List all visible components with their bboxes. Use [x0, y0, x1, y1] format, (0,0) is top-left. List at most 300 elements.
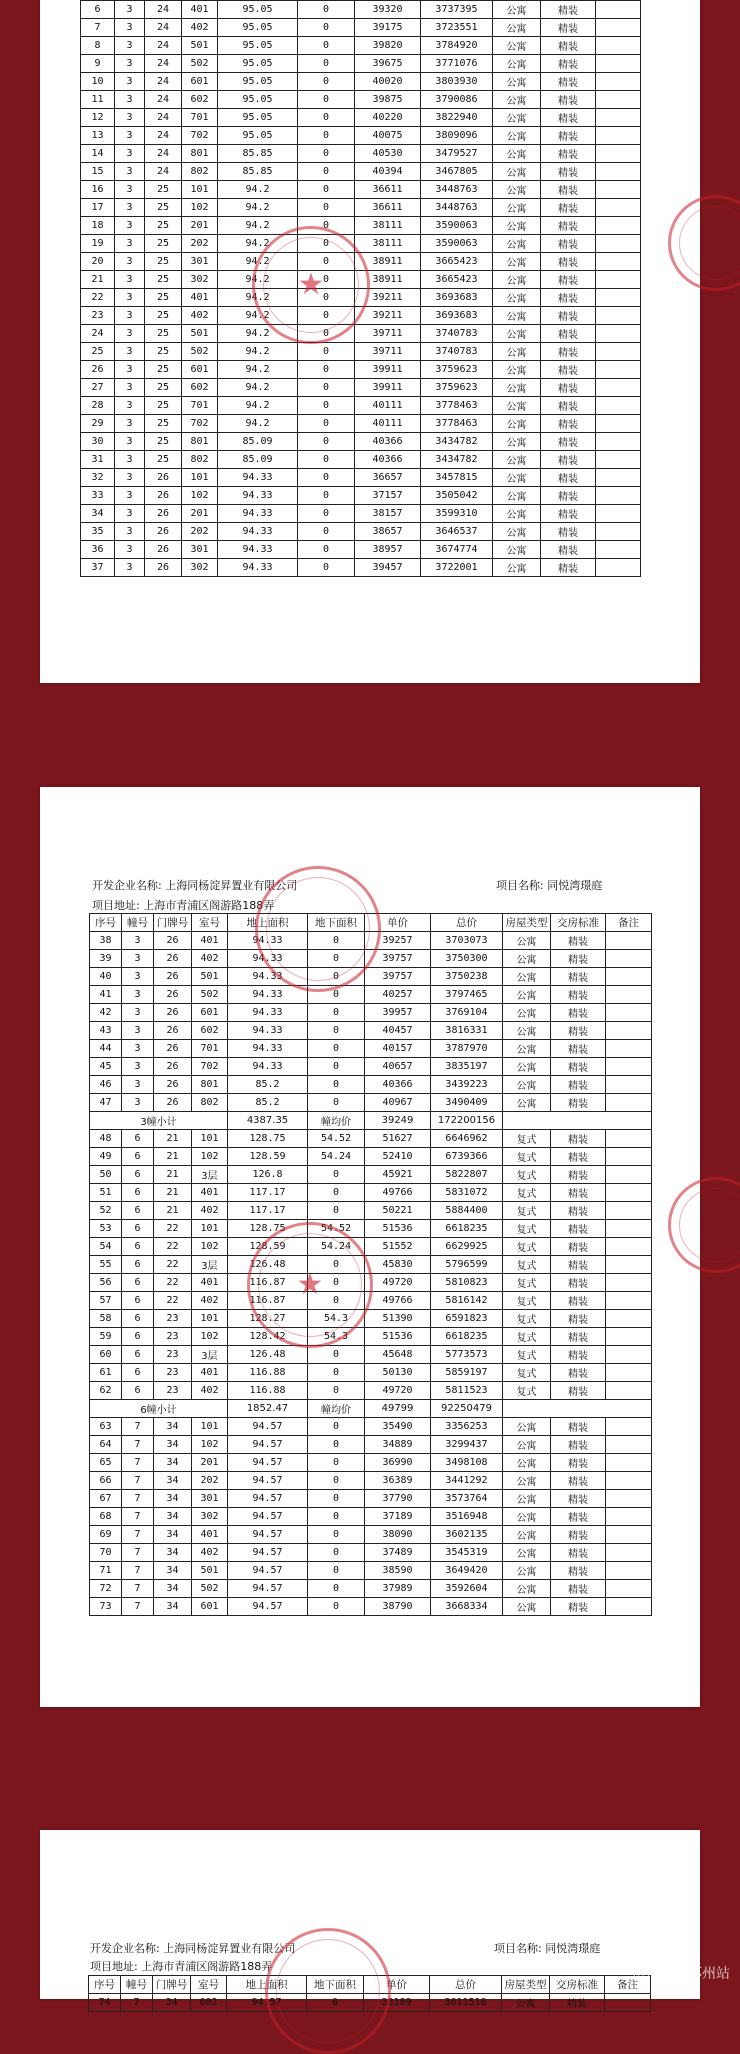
table-cell: 24: [145, 37, 182, 55]
table-cell: 3434782: [421, 433, 493, 451]
column-header: 门牌号: [154, 914, 192, 932]
table-cell: 0: [308, 1562, 365, 1580]
table-cell: 22: [154, 1220, 192, 1238]
table-cell: 51627: [365, 1130, 431, 1148]
table-cell: 24: [145, 127, 182, 145]
table-cell: 公寓: [493, 289, 541, 307]
table-cell: 94.33: [218, 559, 298, 577]
table-cell: 精装: [551, 1508, 606, 1526]
table-row: [90, 1562, 652, 1580]
table-cell: 公寓: [493, 415, 541, 433]
table-cell: 精装: [541, 127, 596, 145]
table-cell: 复式: [503, 1346, 551, 1364]
table-cell: 201: [192, 1454, 228, 1472]
table-cell: 精装: [551, 1130, 606, 1148]
table-cell: 94.33: [228, 1040, 308, 1058]
table-cell: 38957: [355, 541, 421, 559]
table-cell: 3448763: [421, 199, 493, 217]
table-cell: 69: [90, 1526, 122, 1544]
table-cell: [596, 505, 641, 523]
table-cell: 精装: [541, 541, 596, 559]
table-cell: 21: [81, 271, 115, 289]
table-cell: 501: [192, 968, 228, 986]
table-cell: 94.33: [218, 505, 298, 523]
table-cell: [596, 37, 641, 55]
table-cell: 14: [81, 145, 115, 163]
table-cell: 3: [115, 109, 145, 127]
table-cell: 24: [145, 19, 182, 37]
price-table-page-2: [89, 913, 652, 1616]
table-cell: 公寓: [503, 1526, 551, 1544]
table-cell: 51: [90, 1184, 122, 1202]
table-cell: 128.27: [228, 1310, 308, 1328]
table-cell: 5796599: [431, 1256, 503, 1274]
table-cell: 公寓: [493, 127, 541, 145]
table-cell: 94.33: [228, 986, 308, 1004]
table-cell: 39875: [355, 91, 421, 109]
table-cell: 3: [122, 1094, 154, 1112]
table-cell: [606, 1580, 652, 1598]
table-cell: 精装: [541, 91, 596, 109]
table-cell: 95.05: [218, 73, 298, 91]
table-cell: 3573764: [431, 1490, 503, 1508]
table-cell: 3299437: [431, 1436, 503, 1454]
document-page-2: [40, 787, 700, 1707]
table-cell: 6: [122, 1238, 154, 1256]
table-cell: 7: [122, 1544, 154, 1562]
table-cell: 精装: [541, 325, 596, 343]
table-cell: 0: [298, 343, 355, 361]
table-cell: 公寓: [493, 397, 541, 415]
table-cell: 602: [191, 1994, 227, 2012]
company-seal: ★: [247, 1222, 373, 1348]
table-row: [90, 1166, 652, 1184]
table-cell: 公寓: [493, 73, 541, 91]
table-cell: 3516948: [431, 1508, 503, 1526]
table-cell: 85.2: [228, 1094, 308, 1112]
table-cell: 3787970: [431, 1040, 503, 1058]
table-cell: 63: [90, 1418, 122, 1436]
table-cell: 3797465: [431, 986, 503, 1004]
table-cell: 3: [115, 541, 145, 559]
table-cell: [596, 73, 641, 91]
table-cell: [596, 559, 641, 577]
table-cell: 3467805: [421, 163, 493, 181]
table-cell: 公寓: [493, 343, 541, 361]
table-cell: 7: [122, 1580, 154, 1598]
table-cell: 精装: [551, 950, 606, 968]
table-cell: [596, 55, 641, 73]
table-cell: 6: [122, 1346, 154, 1364]
table-cell: 25: [145, 217, 182, 235]
table-cell: 85.2: [228, 1076, 308, 1094]
table-cell: 94.33: [228, 1058, 308, 1076]
table-cell: 38590: [365, 1562, 431, 1580]
table-row: [90, 1220, 652, 1238]
table-cell: 公寓: [493, 541, 541, 559]
table-cell: 公寓: [493, 361, 541, 379]
table-cell: 302: [192, 1508, 228, 1526]
table-cell: 94.57: [228, 1454, 308, 1472]
table-cell: 复式: [503, 1184, 551, 1202]
table-cell: 21: [154, 1130, 192, 1148]
table-cell: 117.17: [228, 1202, 308, 1220]
table-cell: 40111: [355, 415, 421, 433]
table-cell: 36389: [365, 1472, 431, 1490]
table-cell: 40366: [365, 1076, 431, 1094]
table-cell: 精装: [541, 415, 596, 433]
table-cell: 94.2: [218, 325, 298, 343]
table-cell: 402: [182, 19, 218, 37]
table-row: [90, 1418, 652, 1436]
table-cell: 42: [90, 1004, 122, 1022]
table-cell: 3: [115, 217, 145, 235]
table-cell: 3693683: [421, 289, 493, 307]
table-cell: 22: [154, 1274, 192, 1292]
table-cell: 51552: [365, 1238, 431, 1256]
table-cell: 101: [182, 469, 218, 487]
table-cell: 44: [90, 1040, 122, 1058]
table-cell: 40220: [355, 109, 421, 127]
table-cell: 3: [122, 1004, 154, 1022]
table-cell: 3: [115, 37, 145, 55]
table-row: [81, 541, 641, 559]
table-cell: 23: [81, 307, 115, 325]
table-cell: 3: [115, 379, 145, 397]
table-cell: 94.33: [218, 487, 298, 505]
table-row: [90, 1202, 652, 1220]
table-cell: 3602135: [431, 1526, 503, 1544]
column-header: 室号: [192, 914, 228, 932]
table-cell: 公寓: [493, 325, 541, 343]
table-cell: [596, 469, 641, 487]
table-cell: 94.33: [218, 541, 298, 559]
table-cell: 26: [154, 1004, 192, 1022]
table-cell: 49720: [365, 1274, 431, 1292]
table-cell: 40257: [365, 986, 431, 1004]
table-row: [90, 1436, 652, 1454]
table-cell: 0: [298, 397, 355, 415]
project-address: 项目地址: 上海市青浦区阁游路188弄: [90, 1960, 273, 1973]
table-cell: 94.57: [228, 1598, 308, 1616]
table-cell: 94.2: [218, 379, 298, 397]
table-cell: 公寓: [503, 932, 551, 950]
table-cell: 94.2: [218, 397, 298, 415]
table-cell: 45648: [365, 1346, 431, 1364]
table-cell: 7: [122, 1526, 154, 1544]
table-cell: 精装: [541, 289, 596, 307]
table-cell: 3: [115, 559, 145, 577]
table-cell: 公寓: [493, 451, 541, 469]
table-cell: 3693683: [421, 307, 493, 325]
table-cell: 25: [145, 433, 182, 451]
table-cell: [606, 1184, 652, 1202]
subtotal-cell: [503, 1112, 652, 1130]
table-cell: 26: [154, 986, 192, 1004]
table-cell: 精装: [541, 469, 596, 487]
subtotal-cell: 92250479: [431, 1400, 503, 1418]
table-cell: 7: [122, 1418, 154, 1436]
column-header: 房屋类型: [503, 914, 551, 932]
company-seal-partial: [265, 1928, 391, 2054]
table-cell: 精装: [551, 1094, 606, 1112]
table-cell: 13: [81, 127, 115, 145]
table-cell: 94.33: [228, 968, 308, 986]
table-cell: 6: [122, 1202, 154, 1220]
table-cell: 精装: [551, 1238, 606, 1256]
table-cell: 3: [115, 19, 145, 37]
table-cell: 3层: [192, 1346, 228, 1364]
table-cell: 22: [154, 1238, 192, 1256]
table-cell: 3759623: [421, 379, 493, 397]
table-cell: 10: [81, 73, 115, 91]
table-cell: 精装: [541, 397, 596, 415]
table-cell: 101: [192, 1220, 228, 1238]
table-cell: 38157: [355, 505, 421, 523]
table-cell: 64: [90, 1436, 122, 1454]
subtotal-cell: 39249: [365, 1112, 431, 1130]
table-cell: 3490409: [431, 1094, 503, 1112]
subtotal-row: [90, 1400, 652, 1418]
table-cell: 精装: [541, 361, 596, 379]
table-row: [81, 451, 641, 469]
table-cell: 38657: [355, 523, 421, 541]
table-cell: 公寓: [493, 253, 541, 271]
table-cell: 0: [298, 379, 355, 397]
table-cell: 7: [122, 1454, 154, 1472]
table-cell: 73: [90, 1598, 122, 1616]
table-cell: 精装: [541, 451, 596, 469]
table-cell: 公寓: [503, 1580, 551, 1598]
table-cell: 0: [298, 469, 355, 487]
table-cell: 24: [145, 55, 182, 73]
table-row: [81, 127, 641, 145]
table-cell: 601: [182, 361, 218, 379]
table-cell: 3759623: [421, 361, 493, 379]
table-cell: 26: [154, 950, 192, 968]
table-cell: 128.42: [228, 1328, 308, 1346]
table-cell: 50130: [365, 1364, 431, 1382]
table-cell: 23: [154, 1328, 192, 1346]
table-cell: 702: [182, 415, 218, 433]
table-cell: [606, 1292, 652, 1310]
table-cell: [606, 1022, 652, 1040]
table-row: [81, 37, 641, 55]
table-cell: 0: [298, 91, 355, 109]
table-cell: 39257: [365, 932, 431, 950]
table-cell: 3448763: [421, 181, 493, 199]
table-row: [81, 91, 641, 109]
table-row: [81, 235, 641, 253]
table-row: [90, 1328, 652, 1346]
table-cell: 202: [182, 523, 218, 541]
table-cell: 精装: [541, 307, 596, 325]
table-cell: 25: [145, 199, 182, 217]
table-cell: 复式: [503, 1256, 551, 1274]
table-cell: 22: [154, 1256, 192, 1274]
table-cell: 24: [145, 145, 182, 163]
table-cell: 401: [192, 1526, 228, 1544]
table-cell: 94.2: [218, 415, 298, 433]
table-cell: 3498108: [431, 1454, 503, 1472]
table-cell: 116.88: [228, 1364, 308, 1382]
table-cell: 602: [182, 379, 218, 397]
table-cell: [606, 1076, 652, 1094]
table-cell: 401: [192, 932, 228, 950]
table-cell: 38911: [355, 271, 421, 289]
table-cell: 复式: [503, 1130, 551, 1148]
table-cell: 26: [154, 1022, 192, 1040]
table-cell: 202: [192, 1472, 228, 1490]
table-cell: 38790: [365, 1598, 431, 1616]
table-cell: 26: [154, 968, 192, 986]
table-cell: [596, 1, 641, 19]
table-cell: 精装: [551, 1328, 606, 1346]
table-cell: 37989: [365, 1580, 431, 1598]
table-cell: [606, 968, 652, 986]
table-cell: 21: [154, 1184, 192, 1202]
table-cell: [596, 523, 641, 541]
table-cell: [606, 1382, 652, 1400]
table-row: [90, 1364, 652, 1382]
column-header: 交房标准: [550, 1976, 605, 1994]
table-cell: 公寓: [493, 559, 541, 577]
table-cell: 50: [90, 1166, 122, 1184]
table-cell: [596, 253, 641, 271]
table-cell: 公寓: [493, 235, 541, 253]
table-cell: 39911: [355, 361, 421, 379]
table-cell: 35490: [365, 1418, 431, 1436]
table-cell: 3771076: [421, 55, 493, 73]
table-cell: 26: [81, 361, 115, 379]
table-cell: [596, 181, 641, 199]
table-cell: 54.3: [308, 1328, 365, 1346]
watermark-text: 房产焦点苏州站: [632, 1966, 730, 1982]
table-cell: 0: [298, 127, 355, 145]
table-cell: 101: [192, 1418, 228, 1436]
table-cell: 精装: [550, 1994, 605, 2012]
table-cell: 精装: [551, 932, 606, 950]
table-cell: 25: [145, 181, 182, 199]
table-cell: 3703073: [431, 932, 503, 950]
table-cell: 24: [81, 325, 115, 343]
table-cell: 25: [145, 343, 182, 361]
table-cell: 25: [145, 289, 182, 307]
table-cell: 128.59: [228, 1238, 308, 1256]
table-cell: 101: [192, 1310, 228, 1328]
table-cell: 54.52: [308, 1130, 365, 1148]
table-cell: 0: [298, 163, 355, 181]
table-cell: 3: [115, 289, 145, 307]
table-cell: 40111: [355, 397, 421, 415]
table-cell: 0: [298, 415, 355, 433]
table-cell: 5884400: [431, 1202, 503, 1220]
table-cell: 40075: [355, 127, 421, 145]
table-cell: 301: [182, 253, 218, 271]
table-cell: 601: [192, 1004, 228, 1022]
table-cell: 3: [115, 1, 145, 19]
table-cell: 精装: [551, 1526, 606, 1544]
table-cell: 26: [145, 559, 182, 577]
table-cell: 精装: [551, 1346, 606, 1364]
table-cell: 3668334: [431, 1598, 503, 1616]
table-cell: 62: [90, 1382, 122, 1400]
table-cell: 21: [154, 1202, 192, 1220]
table-cell: 公寓: [493, 199, 541, 217]
table-cell: 公寓: [493, 91, 541, 109]
table-cell: 801: [182, 145, 218, 163]
table-cell: 24: [145, 1, 182, 19]
table-cell: 6: [122, 1166, 154, 1184]
table-cell: 0: [298, 55, 355, 73]
table-cell: [606, 1040, 652, 1058]
table-cell: 802: [182, 451, 218, 469]
table-cell: 701: [182, 109, 218, 127]
table-cell: 24: [145, 73, 182, 91]
table-cell: 34: [154, 1526, 192, 1544]
table-cell: 26: [154, 932, 192, 950]
table-cell: 94.57: [228, 1418, 308, 1436]
table-cell: 公寓: [503, 1472, 551, 1490]
table-cell: [606, 1202, 652, 1220]
table-row: [90, 1382, 652, 1400]
table-cell: 精装: [551, 1184, 606, 1202]
table-cell: 0: [298, 181, 355, 199]
table-cell: 102: [182, 199, 218, 217]
table-cell: 54.3: [308, 1310, 365, 1328]
table-cell: 34: [154, 1580, 192, 1598]
table-row: [90, 1544, 652, 1562]
table-cell: 0: [308, 1058, 365, 1076]
table-cell: 126.8: [228, 1166, 308, 1184]
table-cell: 94.2: [218, 253, 298, 271]
table-cell: 精装: [551, 968, 606, 986]
table-cell: 精装: [541, 487, 596, 505]
table-cell: 94.57: [228, 1490, 308, 1508]
table-cell: [606, 1562, 652, 1580]
table-row: [90, 1130, 652, 1148]
table-row: [90, 1058, 652, 1076]
table-cell: 37489: [365, 1544, 431, 1562]
table-cell: 26: [145, 487, 182, 505]
table-cell: 3: [115, 487, 145, 505]
table-cell: 94.57: [228, 1472, 308, 1490]
table-row: [90, 986, 652, 1004]
table-cell: 0: [298, 235, 355, 253]
table-cell: 精装: [541, 1, 596, 19]
table-cell: [596, 199, 641, 217]
table-cell: 公寓: [493, 523, 541, 541]
table-cell: 3: [115, 415, 145, 433]
table-cell: 702: [192, 1058, 228, 1076]
table-cell: 101: [182, 181, 218, 199]
table-cell: 39820: [355, 37, 421, 55]
table-cell: 公寓: [493, 379, 541, 397]
table-cell: 3457815: [421, 469, 493, 487]
table-cell: [596, 163, 641, 181]
table-cell: 0: [308, 1346, 365, 1364]
table-cell: 0: [298, 325, 355, 343]
table-cell: 6: [122, 1328, 154, 1346]
table-cell: 0: [298, 487, 355, 505]
table-cell: 39211: [355, 307, 421, 325]
table-cell: [596, 127, 641, 145]
table-cell: 0: [308, 1040, 365, 1058]
table-cell: 精装: [541, 559, 596, 577]
table-cell: 21: [154, 1148, 192, 1166]
table-cell: 公寓: [503, 1040, 551, 1058]
table-cell: 3665423: [421, 271, 493, 289]
